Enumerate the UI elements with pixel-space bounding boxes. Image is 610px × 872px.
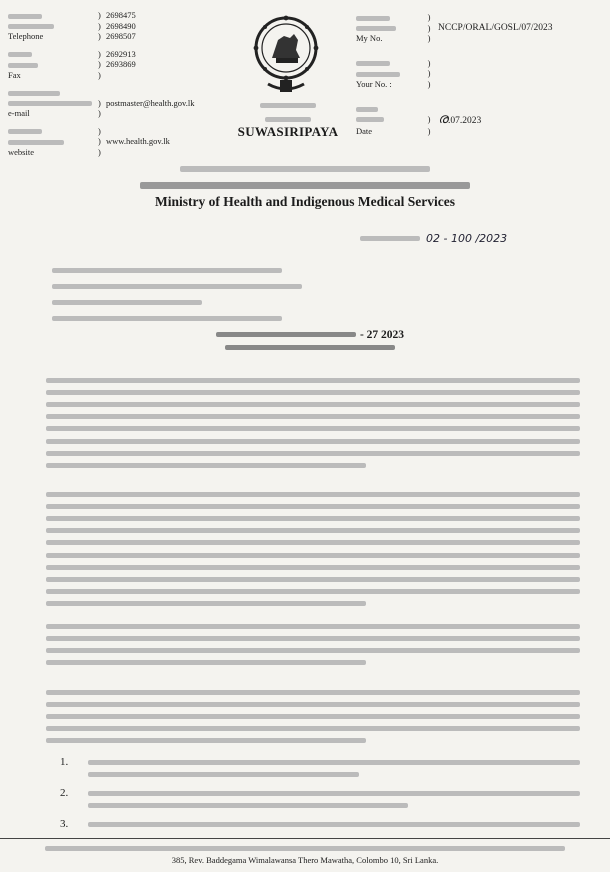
national-emblem-icon (250, 10, 322, 98)
ministry-name-tamil (110, 176, 500, 194)
list-item: 1. (60, 756, 580, 781)
brand-name-sinhala (240, 100, 336, 122)
footer-address-en: 385, Rev. Baddegama Wimalawansa Thero Mawatha, Colombo 10, Sri Lanka. (171, 855, 439, 865)
phone-label: Telephone (8, 31, 44, 41)
fax-label: Fax (8, 69, 21, 80)
subject (150, 328, 470, 354)
ministry-name: Ministry of Health and Indigenous Medical Services (155, 194, 455, 209)
phone-3: 2698507 (106, 31, 136, 41)
website-link[interactable]: www.health.gov.lk (106, 136, 170, 146)
email-link[interactable]: postmaster@health.gov.lk (106, 97, 195, 108)
addressees (52, 262, 372, 326)
paragraph-3 (46, 620, 580, 669)
reference-number: 02 - 100 /2023 (426, 232, 508, 245)
footer-address (0, 838, 610, 865)
my-number: NCCP/ORAL/GOSL/07/2023 (438, 22, 553, 33)
subject-date: - 27 2023 (359, 328, 405, 341)
reference-block: ) ) NCCP/ORAL/GOSL/07/2023 My No. ) ) ) Your No. : ) ) ര.07.2023 Date ) (356, 12, 596, 145)
paragraph-1 (46, 374, 580, 472)
paragraph-4 (46, 686, 580, 747)
my-no-label: My No. (356, 33, 383, 43)
action-list (60, 756, 580, 837)
phone-1: 2698475 (106, 10, 136, 20)
reference-line (360, 232, 507, 245)
paragraph-2 (46, 488, 580, 610)
list-item: 3. (60, 818, 580, 831)
fax-1: 2692913 (106, 48, 136, 59)
date-value: ര.07.2023 (438, 110, 482, 127)
your-no-label: Your No. : (356, 78, 392, 89)
phone-2: 2698490 (106, 20, 136, 31)
contact-block: ) 2698475 ) 2698490 Telephone ) 2698507 ) 2692913 ) 2693869 Fax ) ) postmaster@health.gov.lk e-mail ) ) ) www.health.gov.lk website ) (8, 10, 258, 164)
brand-name: SUWASIRIPAYA (237, 124, 339, 139)
website-label: website (8, 146, 34, 157)
email-label: e-mail (8, 108, 30, 118)
date-label: Date (356, 126, 373, 136)
list-item: 2. (60, 787, 580, 812)
fax-2: 2693869 (106, 59, 136, 69)
